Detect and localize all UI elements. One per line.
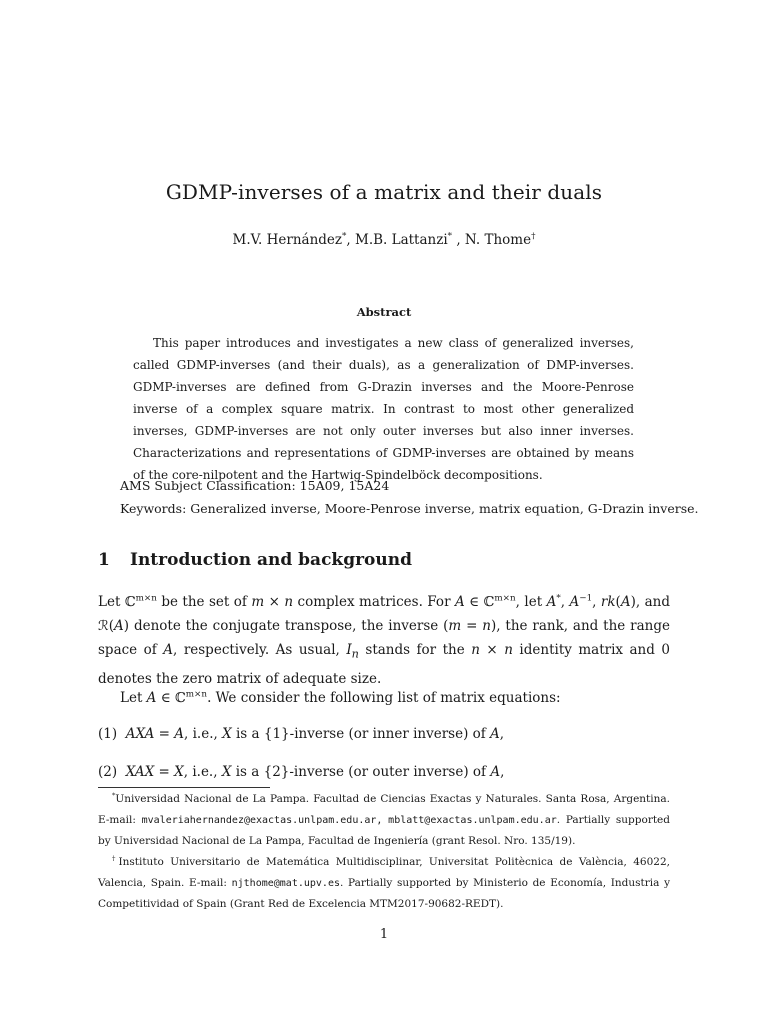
section-title: Introduction and background — [130, 550, 412, 570]
footnote-2: †Instituto Universitario de Matemática Multidisciplinar, Universitat Politècnica de València, 46022, Valencia, Spain. E-mail: njthome@mat.upv.es. Partially supported by Ministerio de Economía, Industria y Competitividad of Spain (Grant Red de Excelencia MTM2017-90682-REDT). — [98, 854, 670, 910]
section-number: 1 — [98, 550, 110, 570]
author-list: M.V. Hernández*, M.B. Lattanzi* , N. Thome† — [232, 231, 536, 248]
author-lattanzi: M.B. Lattanzi — [355, 232, 448, 248]
intro-paragraph: Let ℂ$^{m\times n}$ be the set of m × n complex matrices. For A ∈ ℂ$^{m\times n}$, let A*, $A^{-1}$, rk(A), and ℛ(A) denote the conjugate transpose, the inverse (m = n), the rank, and the range space of A, respectively. As usual, $I_n$ stands for the n × n identity matrix and 0 denotes the zero matrix of adequate size. — [98, 593, 670, 687]
abstract-heading: Abstract — [356, 305, 412, 319]
affiliation-mark: * — [447, 231, 453, 242]
footnotes — [98, 789, 670, 915]
affiliation-mark: * — [342, 231, 347, 242]
intro-paragraph-2: Let A ∈ ℂ$^{m\times n}$. We consider the following list of matrix equations: — [120, 689, 561, 706]
footnote-rule — [98, 787, 270, 788]
page-number: 1 — [379, 927, 389, 942]
email-link[interactable]: mblatt@exactas.unlpam.edu.ar — [388, 815, 557, 826]
paper-title: GDMP-inverses of a matrix and their duals — [165, 180, 603, 204]
affiliation-mark: † — [531, 231, 536, 242]
ams-classification: AMS Subject Classification: 15A09, 15A24 — [120, 478, 390, 493]
keywords: Keywords: Generalized inverse, Moore-Penrose inverse, matrix equation, G-Drazin inverse. — [120, 501, 699, 516]
abstract-body: This paper introduces and investigates a new class of generalized inverses, called GDMP-inverses (and their duals), as a generalization of DMP-inverses. GDMP-inverses are defined from G-Drazin inverses and the Moore-Penrose inverse of a complex square matrix. In contrast to most other generalized inverses, GDMP-inverses are not only outer inverses but also inner inverses. Characterizations and representations of GDMP-inverses are obtained by means of the core-nilpotent and the Hartwig-Spindelböck decompositions. — [133, 336, 634, 482]
footnote-1: *Universidad Nacional de La Pampa. Facultad de Ciencias Exactas y Naturales. Santa Rosa, Argentina. E-mail: mvaleriahernandez@exactas.unlpam.edu.ar, mblatt@exactas.unlpam.edu.ar. Partially supported by Universidad Nacional de La Pampa, Facultad de Ingeniería (grant Resol. Nro. 135/19). — [98, 791, 670, 847]
equation-2: (2) XAX = X, i.e., X is a {2}-inverse (or outer inverse) of A, — [98, 764, 505, 780]
section-heading — [98, 550, 412, 570]
author-thome: N. Thome — [464, 232, 532, 248]
email-link[interactable]: njthome@mat.upv.es — [231, 878, 340, 889]
author-hernandez: M.V. Hernández — [232, 232, 343, 248]
equation-1: (1) AXA = A, i.e., X is a {1}-inverse (or inner inverse) of A, — [98, 726, 505, 742]
email-link[interactable]: mvaleriahernandez@exactas.unlpam.edu.ar, — [141, 815, 383, 826]
